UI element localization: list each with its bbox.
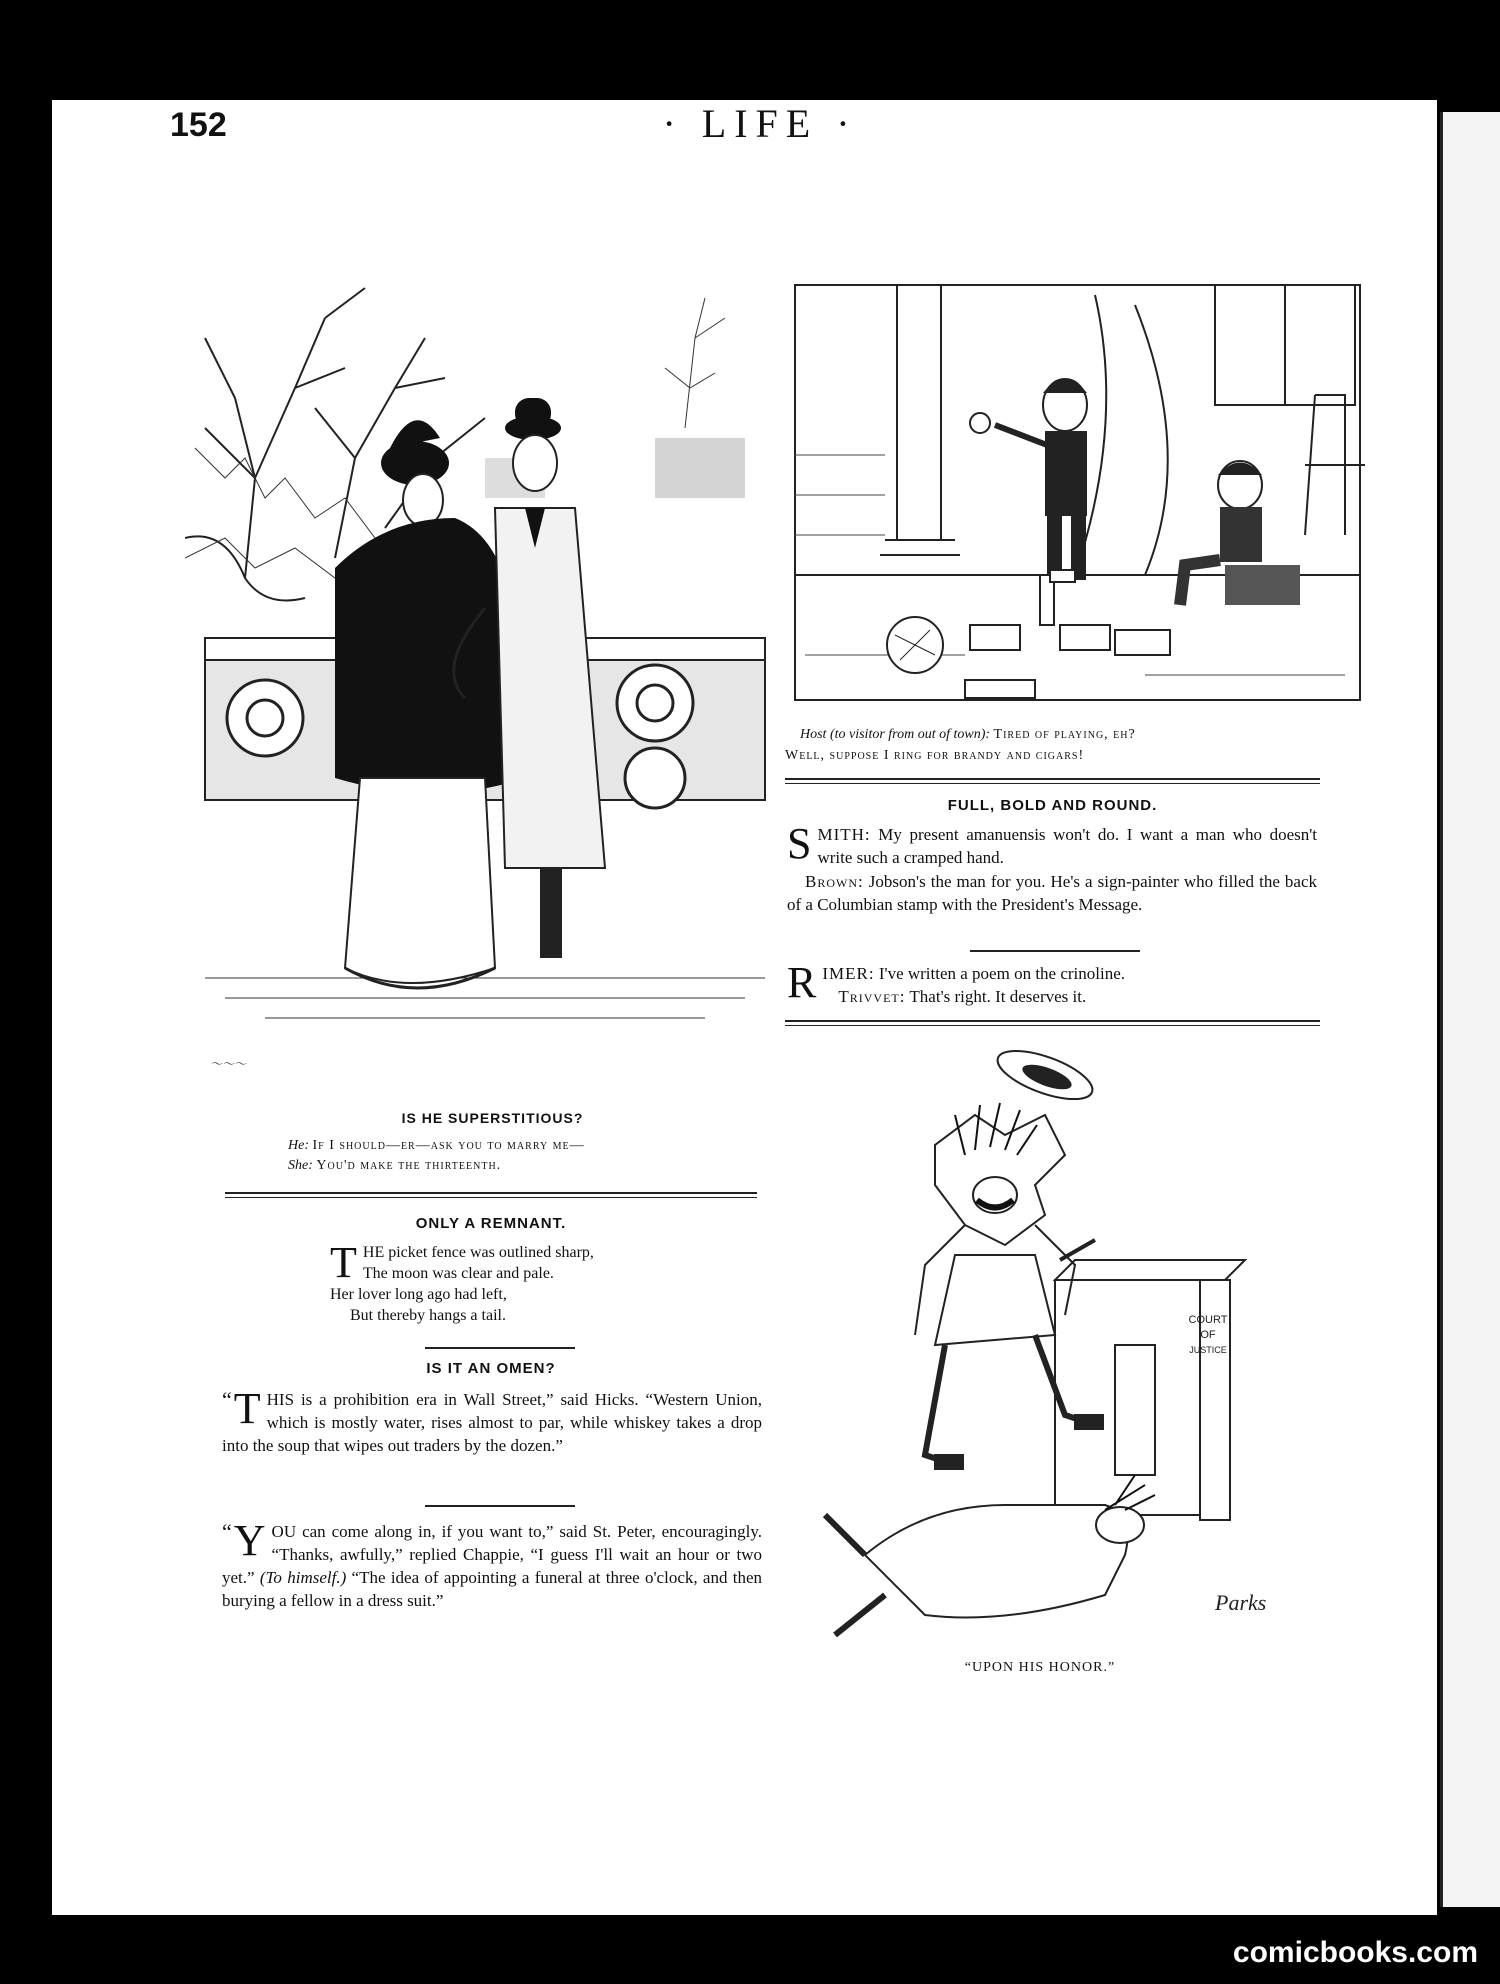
- remnant-poem: [330, 1238, 690, 1326]
- divider-rule: [225, 1192, 757, 1198]
- divider-rule: [785, 778, 1320, 784]
- st-peter-rest-b: “The idea of appointing a funeral at three o'clock, and then burying a fellow in a dress suit.”: [222, 1568, 763, 1610]
- drop-cap: R: [787, 958, 817, 1007]
- quote-open: “: [222, 1387, 232, 1412]
- brown-paragraph: [787, 870, 1317, 916]
- host-text-1: Tired of playing, eh?: [993, 727, 1136, 742]
- poem-line: But thereby hangs a tail.: [350, 1307, 506, 1324]
- rimer-text: I've written a poem on the crinoline.: [878, 964, 1126, 983]
- court-sign-2: OF: [1200, 1329, 1216, 1341]
- st-peter-rest-a: “Thanks, awfully,” replied Chappie, “I guess I'll wait an hour or two yet.”: [222, 1545, 762, 1587]
- speaker-smith: MITH:: [817, 825, 871, 844]
- drop-cap: Y: [233, 1516, 266, 1565]
- brown-text: Jobson's the man for you. He's a sign-painter who filled the back of a Columbian stamp with the President's Message.: [787, 872, 1318, 914]
- drop-cap: S: [787, 819, 812, 868]
- upon-his-honor-caption: “UPON HIS HONOR.”: [964, 1660, 1116, 1675]
- artist-signature: Parks: [1215, 1590, 1267, 1615]
- speaker-he: He:: [288, 1138, 309, 1153]
- smith-text: My present amanuensis won't do. I want a man who doesn't write such a cramped hand.: [817, 825, 1318, 867]
- poem-line: The moon was clear and pale.: [362, 1265, 554, 1282]
- omen-title: IS IT AN OMEN?: [426, 1360, 556, 1377]
- host-speaker: Host (to visitor from out of town):: [800, 727, 991, 742]
- short-rule: [425, 1347, 575, 1349]
- speaker-she: She:: [288, 1158, 313, 1173]
- short-rule: [425, 1505, 575, 1507]
- flying-hat: [992, 1041, 1098, 1109]
- speaker-rimer: IMER:: [822, 964, 875, 983]
- rimer-paragraph: [787, 958, 1317, 1008]
- court-building: [1055, 1260, 1245, 1520]
- svg-text:〜〜〜: 〜〜〜: [210, 1057, 247, 1071]
- superstitious-line-she: [288, 1158, 768, 1174]
- st-peter-text: [222, 1516, 763, 1612]
- drop-cap: T: [330, 1238, 357, 1287]
- omen-rest: “Western Union, which is mostly water, rises almost to par, while whiskey takes a drop into the soup that wipes out traders by the dozen.”: [222, 1390, 763, 1455]
- superstitious-line-he: [288, 1138, 768, 1154]
- couple-illustration: [185, 278, 775, 1098]
- st-peter-aside: (To himself.): [259, 1568, 347, 1587]
- trivvet-text: That's right. It deserves it.: [909, 987, 1087, 1006]
- divider-rule: [785, 1020, 1320, 1026]
- line-she-text: You'd make the thirteenth.: [316, 1158, 502, 1173]
- superstitious-title: IS HE SUPERSTITIOUS?: [401, 1110, 584, 1126]
- host-caption-line2: Well, suppose I ring for brandy and cigars!: [785, 748, 1085, 763]
- upon-his-honor-illustration: [805, 1035, 1275, 1655]
- page-number: 152: [170, 106, 227, 144]
- speaker-brown: Brown:: [805, 872, 864, 891]
- standing-boy: [970, 379, 1087, 580]
- next-page-strip: [1440, 112, 1500, 1907]
- smith-paragraph: [787, 819, 1318, 869]
- omen-text: [222, 1384, 763, 1457]
- watermark: comicbooks.com: [1232, 1936, 1478, 1969]
- remnant-title: ONLY A REMNANT.: [415, 1215, 567, 1232]
- woman-figure: [335, 420, 525, 988]
- line-he-text: If I should—er—ask you to marry me—: [312, 1138, 585, 1153]
- quote-open: “: [222, 1519, 232, 1544]
- poem-line: HE picket fence was outlined sharp,: [362, 1244, 594, 1261]
- boys-playing-illustration: [785, 275, 1370, 715]
- st-peter-first: OU can come along in, if you want to,” said St. Peter, encouragingly.: [271, 1522, 762, 1541]
- court-sign-1: COURT: [1188, 1314, 1228, 1326]
- full-bold-round-title: FULL, BOLD AND ROUND.: [947, 797, 1158, 814]
- host-caption-line1: [800, 727, 1350, 743]
- seated-boy: [1180, 461, 1300, 605]
- poem-line: Her lover long ago had left,: [330, 1286, 507, 1303]
- omen-first: HIS is a prohibition era in Wall Street,” said Hicks.: [266, 1390, 639, 1409]
- masthead: · LIFE ·: [662, 101, 858, 146]
- drop-cap: T: [233, 1384, 261, 1433]
- short-rule: [970, 950, 1140, 952]
- speaker-trivvet: Trivvet:: [838, 987, 906, 1006]
- court-sign-3: JUSTICE: [1189, 1345, 1227, 1355]
